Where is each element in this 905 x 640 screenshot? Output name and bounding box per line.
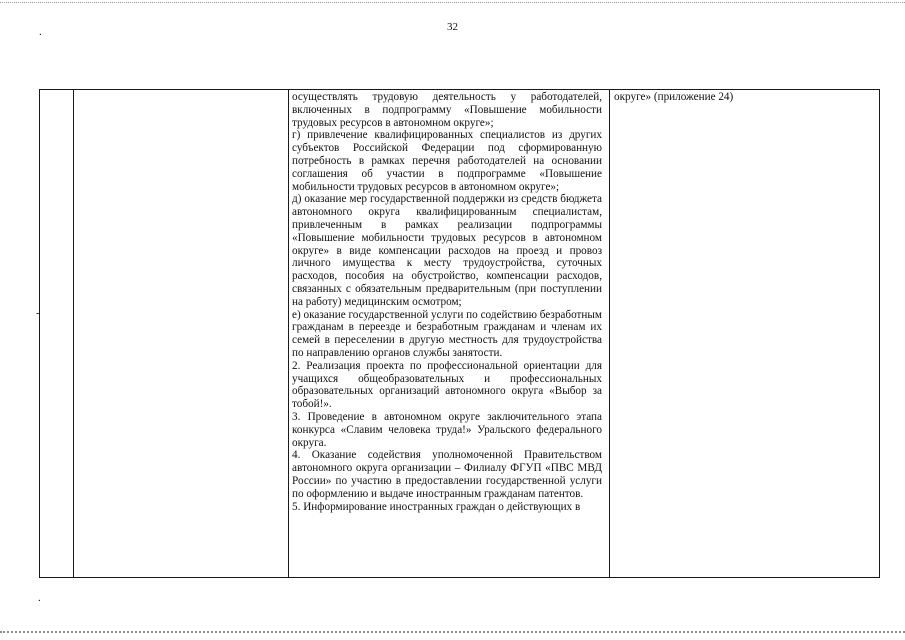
column-divider-1 xyxy=(73,90,74,577)
activity-paragraph: 3. Проведение в автономном округе заключительного этапа конкурса «Славим человека труда!» Уральского федерального округа. xyxy=(292,410,602,449)
margin-mark-middle: - xyxy=(36,307,40,319)
activity-paragraph: осуществлять трудовую деятельность у работодателей, включенных в подпрограмму «Повышение мобильности трудовых ресурсов в автономном округе»; xyxy=(292,91,602,129)
column-divider-3 xyxy=(609,90,610,577)
activity-paragraph: г) привлечение квалифицированных специалистов из других субъектов Российской Федерации под сформированную потребность в рамках перечня работодателей на основании соглашения об участии в подпрограмме «Повышение мобильности трудовых ресурсов в автономном округе»; xyxy=(292,129,602,193)
bottom-scan-edge xyxy=(0,631,905,633)
activity-paragraph: 5. Информирование иностранных граждан о действующих в xyxy=(292,500,581,513)
activity-paragraph: е) оказание государственной услуги по содействию безработным гражданам в переезде и безработным гражданам и членам их семей в переселении в другую местность для трудоустройства по направлению органов службы занятости. xyxy=(292,308,602,359)
top-scan-edge xyxy=(0,2,905,3)
margin-mark-top: . xyxy=(39,26,42,38)
program-table xyxy=(39,89,880,578)
activity-paragraph: 4. Оказание содействия уполномоченной Правительством автономного округа организации – Филиалу ФГУП «ПВС МВД России» по участию в предоставлении государственной услуги по оформлению и выдаче иностранным гражданам патентов. xyxy=(292,449,602,500)
activity-paragraph: 2. Реализация проекта по профессиональной ориентации для учащихся общеобразовательных и профессиональных образовательных организаций автономного округа «Выбор за тобой!». xyxy=(292,359,602,411)
activity-paragraph: д) оказание мер государственной поддержки из средств бюджета автономного округа квалифицированным специалистам, привлеченным в рамках реализации подпрограммы «Повышение мобильности трудовых ресурсов в автономном округе» в виде компенсации расходов на проезд и провоз личного имущества к месту трудоустройства, суточных расходов, пособия на обустройство, компенсации расходов, связанных с обязательным предварительным (при поступлении на работу) медицинским осмотром; xyxy=(292,193,602,308)
page-number: 32 xyxy=(447,21,458,33)
column-divider-2 xyxy=(288,90,289,577)
margin-mark-bottom: . xyxy=(38,592,41,604)
reference-cell: округе» (приложение 24) xyxy=(614,91,734,103)
activities-cell xyxy=(292,91,602,577)
